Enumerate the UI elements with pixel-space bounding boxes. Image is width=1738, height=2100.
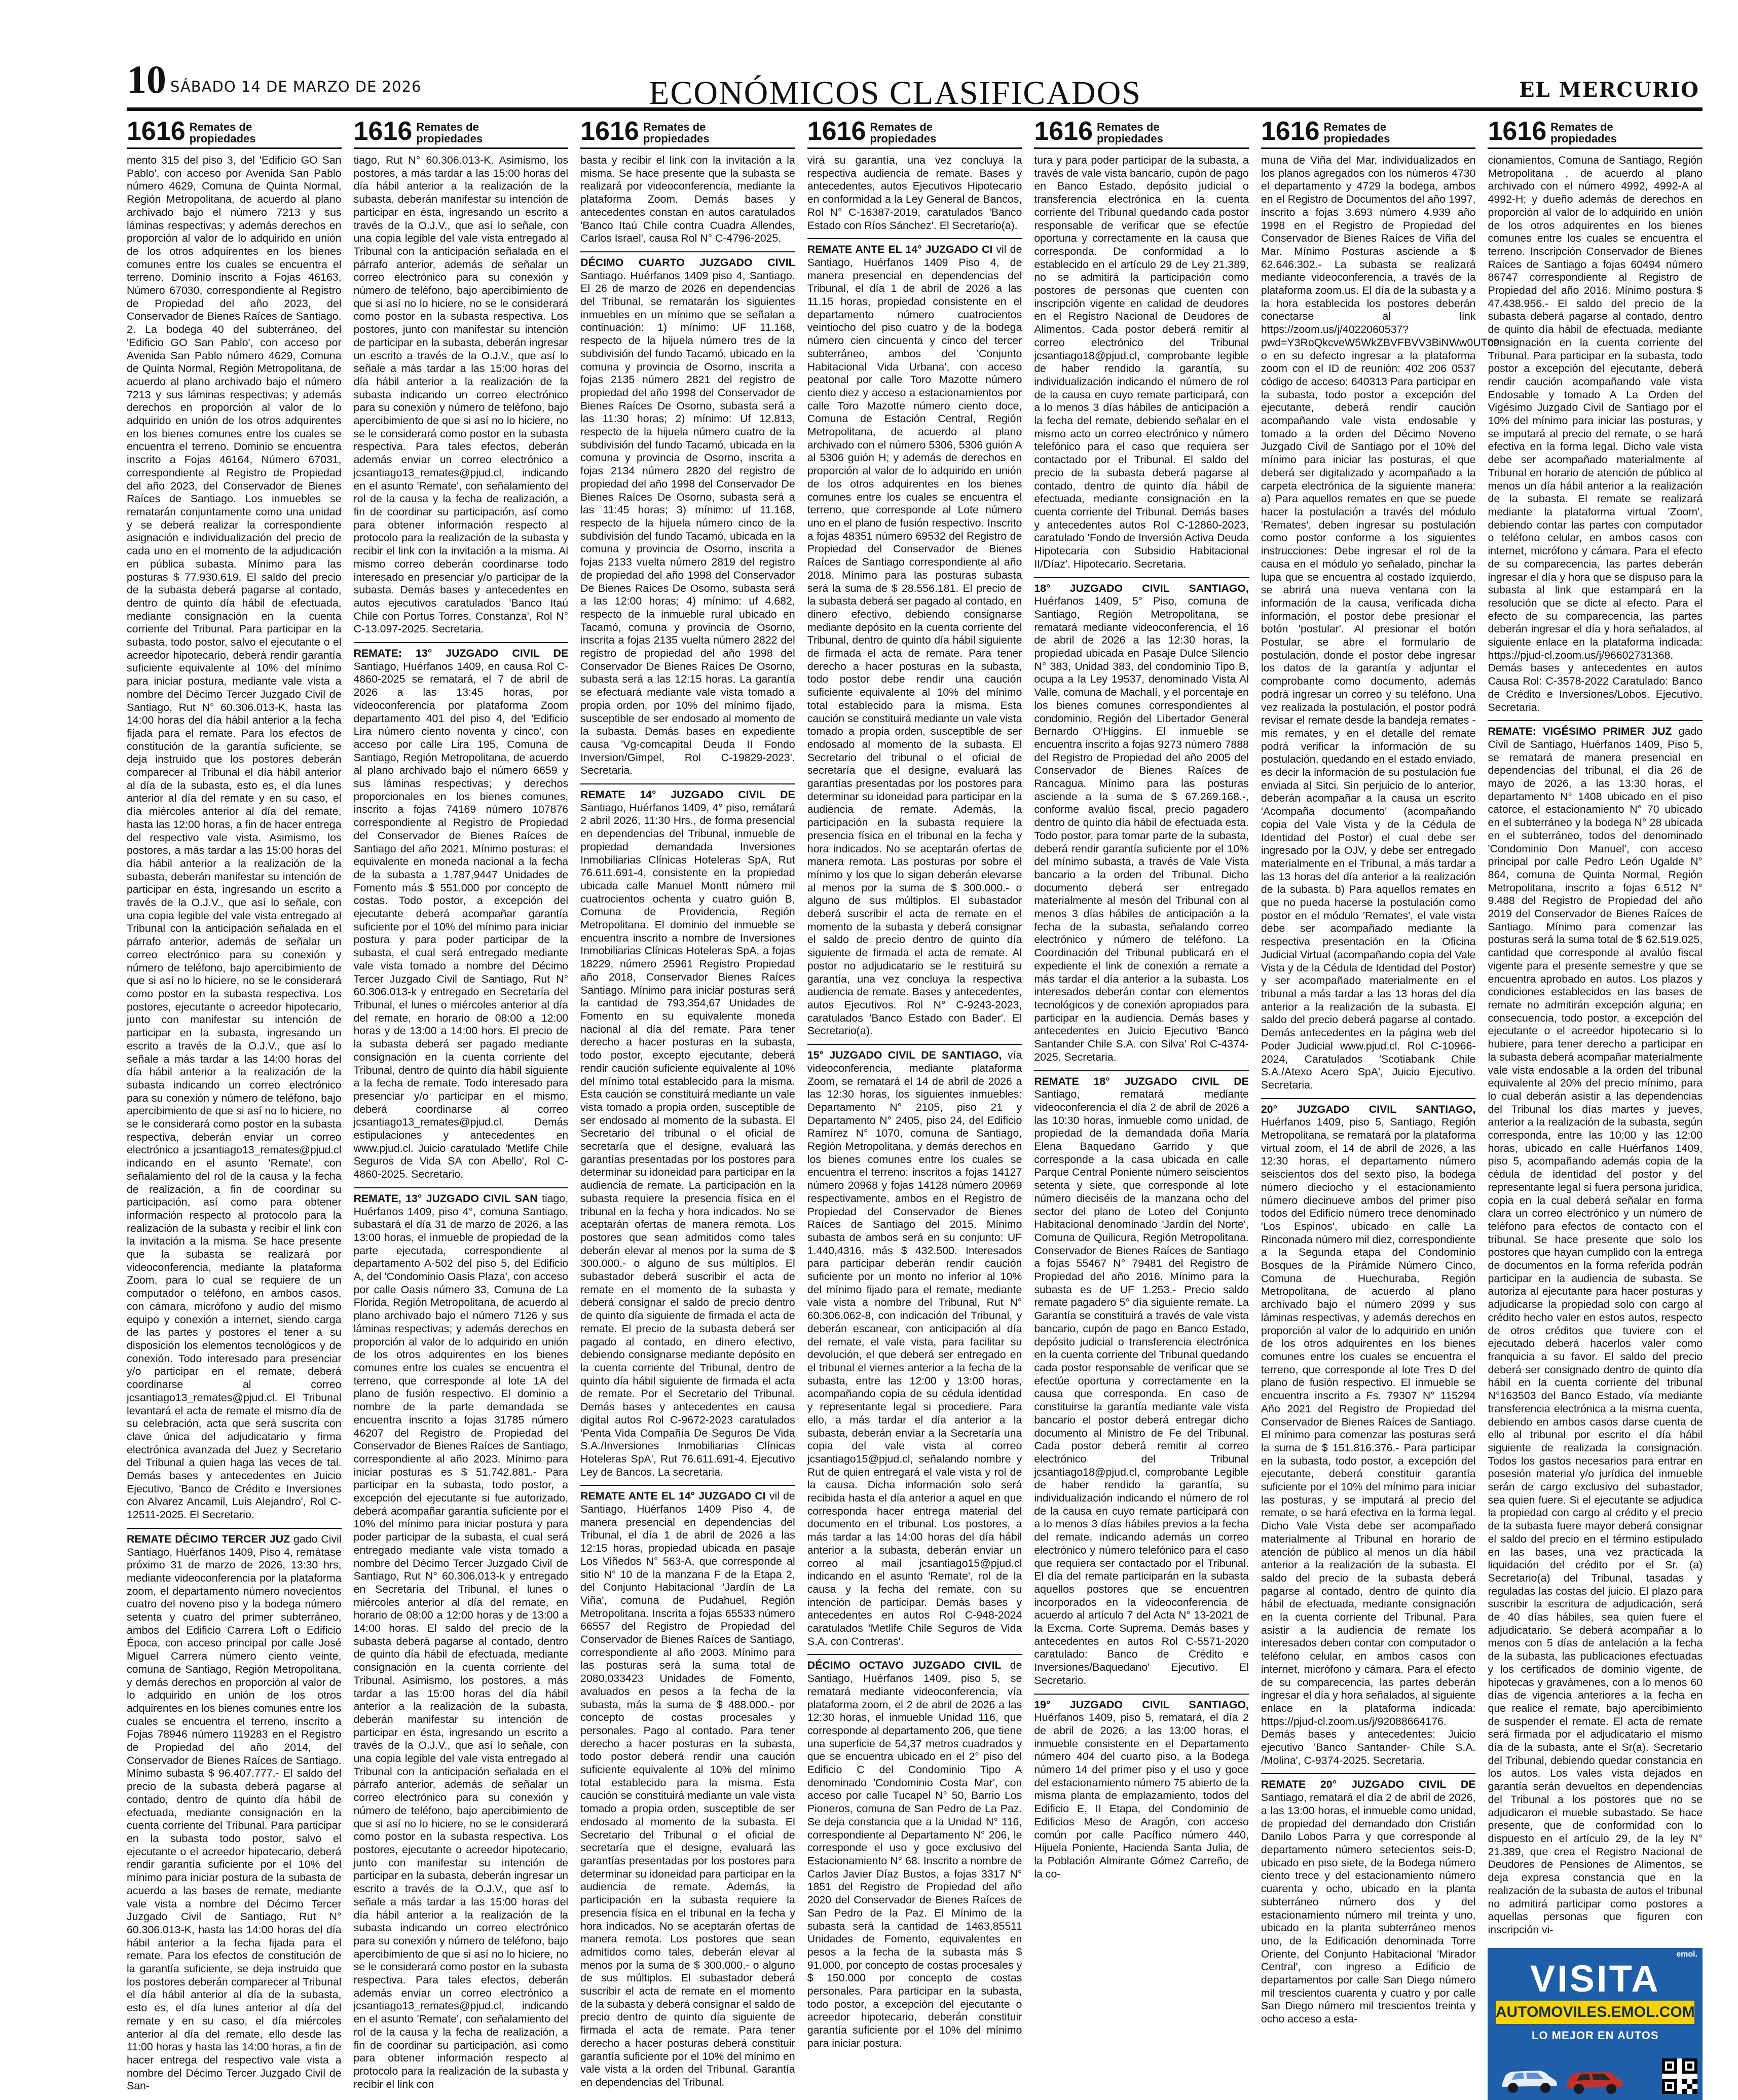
dateline: SÁBADO 14 DE MARZO DE 2026 xyxy=(170,78,422,95)
auction-notice xyxy=(807,1659,1022,2050)
notice-divider xyxy=(1034,577,1249,578)
auction-notice xyxy=(127,1533,342,2093)
emol-logo: emol. xyxy=(1676,1949,1698,1959)
page-number: 10 xyxy=(127,57,166,101)
notice-text: de Santiago, Huérfanos 1409, piso 5, se rematará mediante videoconferencia, vía plataforma zoom, el 2 de abril de 2026 a las 12:30 horas, el inmueble Unidad 116, que corresponde al departamento 206, que tiene una superficie de 54,37 metros cuadrados y que se encuentra ubicado en el 2° piso del Edificio C del Condominio Tipo A denominado 'Condominio Costa Mar', con acceso por calle Tucapel N° 50, Barrio Los Pioneros, comuna de San Pedro de La Paz. Se deja constancia que a la Unidad N° 116, correspondiente al Departamento N° 206, le corresponde el uso y goce exclusivo del Estacionamiento N° 68. Inscrito a nombre de Carlos Javier Díaz Bustos, a fojas 3317 N° 1851 del Registro de Propiedad del año 2020 del Conservador de Bienes Raíces de San Pedro de la Paz. El Mínimo de la subasta será la cantidad de 1463,85511 Unidades de Fomento, equivalentes en pesos a la fecha de la subasta más $ 91.000, por concepto de costas procesales y $ 150.000 por concepto de costas personales. Para participar en la subasta, todo postor, a excepción del ejecutante o acreedor hipotecario, deberán constituir garantía suficiente por el 10% del mínimo para iniciar postura. xyxy=(807,1659,1022,2049)
notice-text: vil de Santiago, Huérfanos 1409 Piso 4, de manera presencial en dependencias del Tribunal, el día 1 de abril de 2026 a las 12:15 horas, propiedad ubicada en pasaje Los Viñedos N° 563-A, que corresponde al sitio N° 10 de la manzana F de la Etapa 2, del Conjunto Habitacional 'Jardín de La Viña', comuna de Pudahuel, Región Metropolitana. Inscrita a fojas 65533 número 66557 del Registro de Propiedad del Conservador de Bienes Raíces de Santiago, correspondiente al año 2003. Mínimo para las posturas será la suma total de 2080,033423 Unidades de Fomento, avaluados en pesos a la fecha de la subasta, más la suma de $ 488.000.- por concepto de costas procesales y personales. Pago al contado. Para tener derecho a hacer posturas en la subasta, todo postor deberá rendir una caución suficiente equivalente al 10% del mínimo total establecido para la misma. Esta caución se constituirá mediante un vale vista tomado a propia orden, susceptible de ser endosado al momento de la subasta. El Secretario del Tribunal o el oficial de secretaría que el designe, evaluará las garantías presentadas por los postores para determinar su idoneidad para participar en la audiencia de remate. Además, la participación en la subasta requiere la presencia física en el tribunal en la fecha y hora indicados. No se aceptarán ofertas de manera remota. Los postores que sean admitidos como tales, deberán elevar al menos por la suma de $ 300.000.- o alguno de sus múltiplos. El subastador deberá suscribir el acta de remate en el momento de la subasta y deberá consignar el saldo de precio dentro de quinto día siguiente de firmada el acta de remate. Para tener derecho a hacer posturas deberá constituir garantía suficiente por el 10% del mínimo en vale vista a la orden del Tribunal. Garantía en dependencias del Tribunal. xyxy=(580,1490,795,2088)
notice-divider xyxy=(807,238,1022,239)
auction-notice xyxy=(1034,154,1249,571)
auction-notice xyxy=(1034,1699,1249,1881)
notice-divider xyxy=(354,1187,569,1188)
notice-text: Santiago, rematará el día 2 de abril de 2026, a las 13:00 horas, el inmueble como unidad, de propiedad del demandado don Cristián Danilo Lobos Parra y que corresponde al departamento número setecientos seis-D, ubicado en piso siete, de la Bodega número ciento trece y del estacionamiento número cuarenta y ocho, ubicado en la planta subterráneo número dos y del estacionamiento número mil treinta y uno, ubicado en la planta subterráneo menos uno, de la Edificación denominada Torre Oriente, del Conjunto Habitacional 'Mirador Central', con ingreso a Edificio de departamentos por calle San Diego número mil trescientos cuarenta y cuatro y por calle San Diego número mil trescientos treinta y ocho acceso a esta- xyxy=(1261,1791,1476,2026)
notice-lead: REMATE: 13° JUZGADO CIVIL DE xyxy=(353,647,569,660)
notice-lead: REMATE: VIGÉSIMO PRIMER JUZ xyxy=(1488,725,1672,738)
notice-lead: REMATE 14° JUZGADO CIVIL DE xyxy=(580,789,795,801)
category-code: 1616 xyxy=(1488,117,1547,146)
classified-column xyxy=(807,117,1022,2070)
notice-divider xyxy=(1261,1098,1476,1099)
category-label: Remates de propiedades xyxy=(1097,120,1163,145)
category-code: 1616 xyxy=(1261,117,1320,146)
notice-text: basta y recibir el link con la invitación a la misma. Se hace presente que la subasta se realizará por videoconferencia, mediante la plataforma Zoom. Demás bases y antecedentes constan en autos caratulados 'Banco Itaú Chile contra Cuadra Allendes, Carlos Israel', causa Rol N° C-4796-2025. xyxy=(580,154,795,245)
ad-headline: VISITA xyxy=(1530,1957,1660,2000)
notice-lead: REMATE, 13° JUZGADO CIVIL SAN xyxy=(353,1192,538,1205)
notice-text: cionamientos, Comuna de Santiago, Región Metropolitana , de acuerdo al plano archivado con el número 4992, 4992-A al 4992-H; y dueño además de derechos en proporción al valor de lo adquirido en unión de los otros adquirentes en los bienes comunes entre los cuales se encuentra el terreno. Inscripción Conservador de Bienes Raíces de Santiago a fojas 60494 número 86747 correspondiente al Registro de Propiedad del año 2016. Mínimo postura $ 47.438.956.- El saldo del precio de la subasta deberá pagarse al contado, dentro de quinto día hábil de efectuada, mediante consignación en la cuenta corriente del Tribunal. Para participar en la subasta, todo postor a excepción del ejecutante, deberá rendir caución acompañando vale vista Endosable y tomado A La Orden del Vigésimo Juzgado Civil de Santiago por el 10% del mínimo para iniciar las posturas, y se imputará al precio del remate, o se hará efectiva en la forma legal. Dicho vale vista debe ser acompañado materialmente al Tribunal en horario de atención de público al menos un día hábil anterior a la realización de la subasta. El remate se realizará mediante la plataforma virtual 'Zoom', debiendo contar las partes con computador o teléfono celular, en ambos casos con internet, micrófono y cámara. Para el efecto de su comparecencia, las partes deberán ingresar el día y hora que se dispuso para la subasta al link que estampará en la resolución que se dicte al efecto. Para el efecto de su comparecencia, las partes deberán ingresar el día y hora señalados, al siguiente enlace en la plataforma indicada: https://pjud-cl.zoom.us/j/96602731368. Demás bases y antecedentes en autos Causa Rol: C-3578-2022 Caratulado: Banco de Crédito e Inversiones/Lobos. Ejecutivo. Secretaria. xyxy=(1488,154,1703,714)
auction-notice xyxy=(580,154,795,245)
auction-notice xyxy=(807,154,1022,232)
category-label: Remates de propiedades xyxy=(870,120,937,145)
category-code: 1616 xyxy=(353,117,413,146)
column-header xyxy=(580,117,795,149)
notice-lead: REMATE 18° JUZGADO CIVIL DE xyxy=(1034,1075,1249,1088)
column-body xyxy=(354,154,569,2097)
column-body xyxy=(127,154,342,2099)
notice-divider xyxy=(1034,1694,1249,1695)
masthead xyxy=(127,0,1703,111)
notice-text: gado Civil Santiago, Huérfanos 1409, Piso 4, remátase próximo 31 de marzo de 2026, 13:30 hrs, mediante videoconferencia por la plataforma zoom, el departamento número novecientos cuatro del noveno piso y la bodega número setenta y cuatro del primer subterráneo, ambos del Edificio Carrera Loft o Edificio Época, con acceso principal por calle José Miguel Carrera número ciento veinte, comuna de Santiago, Región Metropolitana, y demás derechos en proporción al valor de lo adquirido en unión de los otros adquirentes en los bienes comunes entre los cuales se encuentra el terreno, inscrito a Fojas 78946 número 119283 en el Registro de Propiedad del año 2014, del Conservador de Bienes Raíces de Santiago. Mínimo subasta $ 96.407.777.- El saldo del precio de la subasta deberá pagarse al contado, dentro de quinto día hábil de efectuada, mediante consignación en la cuenta corriente del Tribunal. Para participar en la subasta todo postor, salvo el ejecutante o el acreedor hipotecario, deberá rendir garantía suficiente por el 10% del mínimo para iniciar postura de la subasta de acuerdo a las bases de remate, mediante vale vista a nombre del Décimo Tercer Juzgado Civil de Santiago, Rut N° 60.306.013-K, hasta las 14:00 horas del día hábil anterior a la fecha fijada para el remate. Para los efectos de constitución de la garantía suficiente, se deja instruido que los postores deberán comparecer al Tribunal el día hábil anterior al día de la subasta, esto es, el día lunes anterior al día del remate y en su caso, el día miércoles anterior al día del remate, ello desde las 11:00 horas y hasta las 14:00 horas, a fin de hacer entrega del respectivo vale vista a nombre del Décimo Tercer Juzgado Civil de San- xyxy=(127,1532,342,2092)
column-body xyxy=(807,154,1022,2070)
column-body xyxy=(1034,154,1249,2070)
advertisement[interactable] xyxy=(1488,1948,1703,2100)
notice-divider xyxy=(580,783,795,784)
auction-notice xyxy=(580,256,795,777)
notice-lead: 18° JUZGADO CIVIL SANTIAGO, xyxy=(1034,582,1249,594)
notice-lead: REMATE DÉCIMO TERCER JUZ xyxy=(127,1532,290,1545)
classified-column xyxy=(1488,117,1703,2070)
notice-lead: 15° JUZGADO CIVIL DE SANTIAGO, xyxy=(807,1049,1002,1062)
auction-notice xyxy=(1261,1103,1476,1768)
notice-text: Santiago, rematará mediante videoconferencia el día 2 de abril de 2026 a las 10:30 horas, inmueble como unidad, de propiedad de la demandada doña María Elena Baquedano Garrido y que corresponde a la casa ubicada en calle Parque Central Poniente número seiscientos setenta y siete, que corresponde al lote número dieciséis de la manzana ocho del sector del plano de Loteo del Conjunto Habitacional denominado 'Jardín del Norte', Comuna de Quilicura, Región Metropolitana. Conservador de Bienes Raíces de Santiago a fojas 55467 N° 79481 del Registro de Propiedad del año 2016. Mínimo para la subasta es de UF 1.253.- Precio saldo remate pagadero 5° día siguiente remate. La Garantía se constituirá a través de vale vista bancario, cupón de pago en Banco Estado, depósito judicial o transferencia electrónica en la cuenta corriente del Tribunal quedando cada postor responsable de verificar que se efectúe oportuna y correctamente en la causa que corresponda. En caso de constituirse la garantía mediante vale vista bancario el postor deberá entregar dicho documento al Ministro de Fe del Tribunal. Cada postor deberá remitir al correo electrónico del Tribunal jcsantiago18@pjud.cl, comprobante Legible de haber rendido la garantía, su individualización indicando el número de rol de la causa en cuyo remate participará con a lo menos 3 días hábiles previos a la fecha del remate, indicando además un correo electrónico y número telefónico para el caso que requiera ser contactado por el Tribunal. El día del remate participarán en la subasta aquellos postores que se encuentren incorporados en la videoconferencia de acuerdo al artículo 7 del Acta N° 13-2021 de la Excma. Corte Suprema. Demás bases y antecedentes en autos Rol C-5571-2020 caratulado: Banco de Crédito e Inversiones/Baquedano' Ejecutivo. El Secretario. xyxy=(1034,1088,1249,1686)
auction-notice xyxy=(354,1192,569,2091)
auction-notice xyxy=(1034,1075,1249,1688)
column-body xyxy=(580,154,795,2095)
notice-lead: REMATE ANTE EL 14° JUZGADO CI xyxy=(580,1490,766,1503)
notice-divider xyxy=(807,1654,1022,1655)
auction-notice xyxy=(580,789,795,1479)
notice-divider xyxy=(1034,1070,1249,1071)
category-code: 1616 xyxy=(807,117,866,146)
auction-notice xyxy=(1488,725,1703,1936)
notice-divider xyxy=(354,642,569,643)
column-header xyxy=(127,117,342,149)
category-code: 1616 xyxy=(127,117,186,146)
notice-text: Santiago. Huérfanos 1409 piso 4, Santiago. El 26 de marzo de 2026 en dependencias del Tribunal, se rematarán los siguientes inmuebles en un mínimo que se señalan a continuación: 1) mínimo: UF 11.168, respecto de la hijuela número tres de la subdivisión del fundo Tacamó, ubicado en la comuna y provincia de Osorno, inscrita a fojas 2135 número 2821 del registro de propiedad del año 1998 del Conservador de Bienes Raíces De Osorno, subasta será a las 11:30 horas; 2) mínimo: Uf 12.813, respecto de la hijuela número cuatro de la subdivisión del fundo Tacamó, ubicada en la comuna y provincia de Osorno, inscrita a fojas 2134 número 2820 del registro de propiedad del año 1998 del Conservador De Bienes Raíces De Osorno, subasta será a las 11:45 horas; 3) mínimo: uf 11.168, respecto de la hijuela número cinco de la subdivisión del fundo Tacamó, ubicada en la comuna y provincia de Osorno, inscrita a fojas 2133 vuelta número 2819 del registro de propiedad del año 1998 del Conservador De Bienes Raíces De Osorno, subasta será a las 12:00 horas; 4) mínimo: uf 4.682, respecto de la inmueble rural ubicado en Tacamó, comuna y provincia de Osorno, inscrita a fojas 2135 vuelta número 2822 del registro de propiedad del año 1998 del Conservador De Bienes Raíces De Osorno, subasta será a las 12:15 horas. La garantía se efectuará mediante vale vista tomado a propia orden, por 10% del mínimo fijado, susceptible de ser endosado al momento de la subasta. Demás bases en expediente causa 'Vg-comcapital Deuda II Fondo Inversion/Gimpel, Rol C-19829-2023'. Secretaria. xyxy=(580,269,795,777)
category-label: Remates de propiedades xyxy=(1323,120,1390,145)
auction-notice xyxy=(807,243,1022,1038)
category-code: 1616 xyxy=(580,117,639,146)
notice-text: Huérfanos 1409, piso 5, Santiago, Región Metropolitana, se rematará por la plataforma virtual zoom, el 14 de abril de 2026, a las 12:30 horas, el departamento número seiscientos dos del sexto piso, la bodega número dieciocho y el estacionamiento número diecinueve ambos del primer piso todos del Edificio número trece denominado 'Los Espinos', ubicado en calle La Rinconada número mil diez, correspondiente a la Segunda etapa del Condominio Bosques de la Pirámide Número Cinco, Comuna de Huechuraba, Región Metropolitana, de acuerdo al plano archivado bajo el número 2099 y sus láminas respectivas, y además derechos en proporción al valor de lo adquirido en unión de los otros adquirentes en los bienes comunes entre los cuales se encuentra el terreno, que corresponde al lote Tres D del plano de fusión respectivo. El inmueble se encuentra inscrito a Fs. 79307 N° 115294 Año 2021 del Registro de Propiedad del Conservador de Bienes Raíces de Santiago. El mínimo para comenzar las posturas será la suma de $ 151.816.376.- Para participar en la subasta, todo postor, a excepción del ejecutante, deberá constituir garantía suficiente por el 10% del mínimo para iniciar las posturas, y se imputará al precio del remate, o se hará efectiva en la forma legal. Dicho Vale Vista debe ser acompañado materialmente al Tribunal en horario de atención de público al menos un día hábil anterior a la realización de la subasta. El saldo del precio de la subasta deberá pagarse al contado, dentro de quinto día hábil de efectuada, mediante consignación en la cuenta corriente del Tribunal. Para asistir a la audiencia de remate los interesados deben contar con computador o teléfono celular, en ambos casos con internet, micrófono y cámara. Para el efecto de su comparecencia, las partes deberán ingresar el día y hora señalados, al siguiente enlace en la plataforma indicada: https://pjud-cl.zoom.us/j/92088664176. Demás bases y antecedentes: Juicio ejecutivo 'Banco Santander- Chile S.A. /Molina', C-9374-2025. Secretaria. xyxy=(1261,1116,1476,1767)
car-icon xyxy=(1564,2064,1624,2095)
ad-tagline: LO MEJOR EN AUTOS xyxy=(1532,2029,1659,2042)
notice-text: Huérfanos 1409, 5° Piso, comuna de Santiago, Región Metropolitana, se rematará mediante videoconferencia, el 16 de abril de 2026 a las 12:30 horas, la propiedad ubicada en Pasaje Dulce Silencio N° 383, Unidad 383, del condominio Tipo B, ocupa a la Ley 19537, denominado Vista Al Valle, comuna de Machalí, y el porcentaje en los bienes comunes correspondientes al condominio, Región del Libertador General Bernardo O'Higgins. El inmueble se encuentra inscrito a fojas 9273 número 7888 del Registro de Propiedad del año 2005 del Conservador de Bienes Raíces de Rancagua. Mínimo para las posturas asciende a la suma de $ 67.269.168.-, conforme avalúo fiscal, precio pagadero dentro de quinto día hábil de efectuada esta. Todo postor, para tomar parte de la subasta, deberá rendir garantía suficiente por el 10% del mínimo subasta, a través de Vale Vista bancario a la orden del Tribunal. Dicho documento deberá ser entregado materialmente al mesón del Tribunal con al menos 3 días hábiles de anticipación a la fecha de la subasta, señalando correo electrónico y número de teléfono. La Coordinación del Tribunal publicará en el expediente el link de conexión a remate a más tardar el día anterior a la subasta. Los interesados deberán contar con elementos tecnológicos y de conexión apropiados para participar en la audiencia. Demás bases y antecedentes en Juicio Ejecutivo 'Banco Santander Chile S.A. con Silva' Rol C-4374-2025. Secretaria. xyxy=(1034,595,1249,1063)
category-code: 1616 xyxy=(1034,117,1093,146)
auction-notice xyxy=(354,647,569,1181)
column-header xyxy=(807,117,1022,149)
notice-text: gado Civil de Santiago, Huérfanos 1409, Piso 5, se rematará de manera presencial en dependencias del tribunal, el día 26 de mayo de 2026, a las 13:30 horas, el departamento N° 1408 ubicado en el piso catorce, el estacionamiento N° 70 ubicado en el subterráneo y la bodega N° 28 ubicada en el subterráneo, todos del denominado 'Condominio Don Manuel', con acceso principal por calle Pedro León Ugalde N° 864, comuna de Quinta Normal, Región Metropolitana, inscrito a fojas 6.512 N° 9.488 del Registro de Propiedad del año 2019 del Conservador de Bienes Raíces de Santiago. Mínimo para comenzar las posturas será la suma total de $ 62.519.025, cantidad que corresponde al avalúo fiscal vigente para el presente semestre y que se encuentra aprobado en autos. Los plazos y condiciones establecidos en las bases de remate no admitirán excepción alguna; en consecuencia, todo postor, a excepción del ejecutante o el acreedor hipotecario si lo hubiere, para tener derecho a participar en la subasta deberá acompañar materialmente vale vista endosable a la orden del tribunal equivalente al 20% del precio mínimo, para lo cual deberán asistir a las dependencias del Tribunal los días martes y jueves, anterior a la realización de la subasta, según corresponda, entre las 10:00 y las 12:00 horas, ubicado en calle Huérfanos 1409, piso 5, acompañando además copia de la cédula de identidad del postor y del representante legal si fuera persona jurídica, copia en la cual deberá señalar en forma clara un correo electrónico y un número de teléfono para efectos de contacto con el tribunal. Se hace presente que solo los postores que hayan cumplido con la entrega de documentos en la forma referida podrán participar en la audiencia de subasta. Se autoriza al ejecutante para hacer posturas y adjudicarse la propiedad solo con cargo al crédito hecho valer en estos autos, respecto de otros créditos que tuviere con el ejecutado deberá hacerlos valer como franquicia a su favor. El saldo del precio deberá ser consignado dentro de quinto día hábil en la cuenta corriente del tribunal N°163503 del Banco Estado, vía mediante transferencia electrónica a la misma cuenta, debiendo en ambos casos darse cuenta de ello al tribunal por escrito el día hábil siguiente de realizada la consignación. Todos los gastos necesarios para entrar en posesión material y/o jurídica del inmueble serán de cargo exclusivo del subastador, sea quien fuere. Si el ejecutante se adjudica la propiedad con cargo al crédito y el precio de la subasta fuere mayor deberá consignar el saldo del precio en el término estipulado en las bases, una vez practicada la liquidación del crédito por el Sr. (a) Secretario(a) del Tribunal, tasadas y reguladas las costas del juicio. El plazo para suscribir la escritura de adjudicación, será de 40 días hábiles, sea quien fuere el adjudicatario. Se deberá acompañar a lo menos con 5 días de antelación a la fecha de la subasta, las publicaciones efectuadas y los certificados de dominio vigente, de hipotecas y gravámenes, con a lo menos 60 días de vigencia anteriores a la fecha en que realice el remate, bajo apercibimiento de suspender el remate. El acta de remate será firmada por el adjudicatario el mismo día de la subasta, ante el Sr(a). Secretario del Tribunal, debiendo quedar constancia en los autos. Los vales vista dejados en garantía serán devueltos en dependencias del Tribunal a los postores que no se adjudicaron el mueble subastado. Se hace presente, que de conformidad con lo dispuesto en el artículo 29, de la ley N° 21.389, que crea el Registro Nacional de Deudores de Pensiones de Alimentos, se deja expresa constancia que en la realización de la subasta de autos el tribunal no admitirá participar como postores a aquellas personas que figuren con inscripción vi- xyxy=(1488,725,1703,1936)
notice-text: vía videoconferencia, mediante plataforma Zoom, se rematará el 14 de abril de 2026 a las 12:30 horas, los siguientes inmuebles: Departamento N° 2105, piso 21 y Departamento N° 2405, piso 24, del Edificio Ramírez N° 1070, comuna de Santiago, Región Metropolitana, y demás derechos en los bienes comunes entre los cuales se encuentra el terreno; inscritos a fojas 14127 número 20968 y fojas 14128 número 20969 respectivamente, ambos en el Registro de Propiedad del Conservador de Bienes Raíces de Santiago del 2015. Mínimo subasta de ambos será en su conjunto: UF 1.440,4316, más $ 432.500. Interesados para participar deberán rendir caución suficiente por un monto no inferior al 10% del mínimo fijado para el remate, mediante vale vista a nombre del Tribunal, Rut N° 60.306.062-8, con indicación del Tribunal, y deberán escanear, con anticipación al día del remate, el vale vista, para facilitar su devolución, el que deberá ser entregado en el tribunal el viernes anterior a la fecha de la subasta, entre las 12:00 y 13:00 horas, acompañando copia de su cédula identidad y representante legal si procediere. Para ello, a más tardar el día anterior a la subasta, deberán enviar a la Secretaría una copia del vale vista al correo jcsantiago15@pjud.cl, señalando nombre y Rut de quien entregará el vale vista y rol de la causa. Dicha información solo será recibida hasta el día anterior a aquel en que corresponda hacer entrega material del documento en el tribunal. Los postores, a más tardar a las 14:00 horas del día hábil anterior a la subasta, deberán enviar un correo al mail jcsantiago15@pjud.cl indicando en el asunto 'Remate', rol de la causa y la fecha del remate, con su intención de participar. Demás bases y antecedentes en autos Rol C-948-2024 caratulados 'Metlife Chile Seguros de Vida S.A. con Contreras'. xyxy=(807,1049,1022,1647)
notice-text: tiago, Huérfanos 1409, piso 4°, comuna Santiago, subastará el día 31 de marzo de 2026, a las 13:00 horas, el inmueble de propiedad de la parte ejecutada, correspondiente al departamento A-502 del piso 5, del Edificio A, del 'Condominio Oasis Plaza', con acceso por calle Oasis número 33, Comuna de La Florida, Región Metropolitana, de acuerdo al plano archivado bajo el número 7126 y sus láminas respectivas; y además derechos en proporción al valor de lo adquirido en unión de los otros adquirentes en los bienes comunes entre los cuales se encuentra el terreno, que corresponde al lote 1A del plano de fusión respectivo. El dominio a nombre de la parte demandada se encuentra inscrito a fojas 31785 número 46207 del Registro de Propiedad del Conservador de Bienes Raíces de Santiago, correspondiente al año 2023. Mínimo para iniciar posturas es $ 51.742.881.- Para participar en la subasta, todo postor, a excepción del ejecutante si fue autorizado, deberá acompañar garantía suficiente por el 10% del mínimo para iniciar postura y para poder participar de la subasta, el cual será entregado mediante vale vista tomado a nombre del Décimo Tercer Juzgado Civil de Santiago, Rut N° 60.306.013-k y entregado en Secretaría del Tribunal, el lunes o miércoles anterior al día del remate, en horario de 08:00 a 12:00 horas y de 13:00 a 14:00 horas. El saldo del precio de la subasta deberá pagarse al contado, dentro de quinto día hábil de efectuada, mediante consignación en la cuenta corriente del Tribunal. Asimismo, los postores, a más tardar a las 15:00 horas del día hábil anterior a la realización de la subasta, deberán manifestar su intención de participar en ésta, ingresando un escrito a través de la O.J.V., que así lo señale, con una copia legible del vale vista entregado al Tribunal con la anticipación señalada en el párrafo anterior, además de señalar un correo electrónico para su conexión y número de teléfono, bajo apercibimiento de que si así no lo hiciere, no se le considerará como postor en la subasta respectiva. Los postores, ejecutante o acreedor hipotecario, junto con manifestar su intención de participar en la subasta, deberán ingresar un escrito a través de la O.J.V., que así lo señale a más tardar a las 15:00 horas del día hábil anterior a la realización de la subasta indicando un correo electrónico para su conexión y número de teléfono, bajo apercibimiento de que si así no lo hiciere, no se le considerará como postor en la subasta respectiva. Para tales efectos, deberán además enviar un correo electrónico a jcsantiago13_remates@pjud.cl, indicando en el asunto 'Remate', con señalamiento del rol de la causa y la fecha de realización, a fin de coordinar su participación, así como para obtener información respecto al protocolo para la realización de la subasta y recibir el link con xyxy=(353,1192,569,2090)
notice-lead: 20° JUZGADO CIVIL SANTIAGO, xyxy=(1261,1103,1476,1115)
notice-lead: REMATE 20° JUZGADO CIVIL DE xyxy=(1261,1778,1476,1791)
auction-notice xyxy=(354,154,569,636)
classified-column xyxy=(580,117,795,2088)
column-header xyxy=(353,117,569,149)
auction-notice xyxy=(1261,154,1500,1092)
auction-notice xyxy=(1034,582,1249,1064)
notice-divider xyxy=(807,1044,1022,1045)
category-label: Remates de propiedades xyxy=(416,120,483,145)
notice-divider xyxy=(580,251,795,252)
brand-logo: EL MERCURIO xyxy=(1519,78,1699,102)
auction-notice xyxy=(1261,1778,1476,2026)
notice-text: muna de Viña del Mar, individualizados en los planos agregados con los números 4730 el departamento y 4729 la bodega, ambos en el Registro de Documentos del año 1997, inscrito a fojas 3.693 número 4.939 año 1998 en el Registro de Propiedad del Conservador de Bienes Raíces de Viña del Mar. Mínimo Posturas asciende a $ 62.646.302.- La subasta se realizará mediante videoconferencia, a través de la plataforma zoom.us. El día de la subasta y a la hora establecida los postores deberán conectarse al link https://zoom.us/j/4022060537?pwd=Y3RoQkcveW5WkZBVFBVV3BiNWw0UT09 o en su defecto ingresar a la plataforma zoom con el ID de reunión: 402 206 0537 código de acceso: 640313 Para participar en la subasta, todo postor a excepción del ejecutante, deberá rendir caución acompañando vale vista endosable y tomado a la orden del Décimo Noveno Juzgado Civil de Santiago por el 10% del mínimo para iniciar las posturas, el que deberá ser digitalizado y acompañado a la carpeta electrónica de la siguiente manera: a) Para aquellos remates en que se puede hacer la postulación a través del módulo 'Remates', deben ingresar su postulación como postor conforme a los siguientes instrucciones: Debe ingresar el rol de la causa en el módulo yo señalado, pinchar la lupa que se encuentra al costado izquierdo, se abrirá una nueva ventana con la información de la causa, verificada dicha información, el postor debe presionar el botón 'postular'. Al presionar el botón Postular, se abre el formulario de postulación, donde el postor debe ingresar los datos de la garantía y adjuntar el comprobante como documento, además podrá ingresar un correo y su teléfono. Una vez realizada la postulación, el postor podrá revisar el remate desde la bandeja remates - mis remates, y en el detalle del remate podrá verificar la información de su postulación, quedando en el estado enviado, es decir la información de su postulación fue enviada al Sitci. Sin perjuicio de lo anterior, deberán acompañar a la causa un escrito 'Acompaña documento' (acompañando copia del Vale Vista y de la Cédula de Identidad del Postor) el cual debe ser ingresado por la OJV, y debe ser entregado materialmente en el Tribunal, a más tardar a las 13 horas del día anterior a la realización de la subasta. b) Para aquellos remates en que no pueda hacerse la postulación como postor en el módulo 'Remates', el vale vista debe ser acompañado mediante la respectiva presentación en la Oficina Judicial Virtual (acompañando copia del Vale Vista y de la Cédula de Identidad del Postor) y ser acompañado materialmente en el tribunal a más tardar a las 13 horas del día anterior a la realización de la subasta. El saldo del precio deberá pagarse al contado. Demás antecedentes en la página web del Poder Judicial www.pjud.cl. Rol C-10966-2024, Caratulados 'Scotiabank Chile S.A./Atexo Acero SpA', Juicio Ejecutivo. Secretaria. xyxy=(1261,154,1500,1091)
notice-divider xyxy=(580,1485,795,1486)
category-label: Remates de propiedades xyxy=(1550,120,1617,145)
car-icon xyxy=(1498,2064,1559,2095)
category-label: Remates de propiedades xyxy=(189,120,256,145)
notice-text: Huérfanos 1409, piso 5, rematará, el día 2 de abril de 2026, a las 13:00 horas, el inmueble consistente en el Departamento número 404 del cuarto piso, a la Bodega número 14 del primer piso y el uso y goce del estacionamiento número 75 abierto de la misma planta de emplazamiento, todos del Edificio E, II Etapa, del Condominio de Edificios Meso de Aragón, con acceso común por calle Pacífico número 440, Hijuela Poniente, Hacienda Santa Julia, de la Población Almirante Gómez Carreño, de la co- xyxy=(1034,1711,1249,1880)
column-header xyxy=(1261,117,1476,149)
classified-column xyxy=(1261,117,1500,2070)
notice-divider xyxy=(1488,720,1703,721)
notice-text: vil de Santiago, Huérfanos 1409 Piso 4, de manera presencial en dependencias del Tribunal, el día 1 de abril de 2026 a las 11.15 horas, propiedad consistente en el departamento número cuatrocientos veintiocho del piso cuatro y de la bodega número cien cincuenta y cinco del tercer subterráneo, ambos del 'Conjunto Habitacional Vida Urbana', con acceso peatonal por calle Toro Mazotte número ciento diez y acceso a estacionamientos por calle Toro Mazotte número ciento doce, Comuna de Estación Central, Región Metropolitana, de acuerdo al plano archivado con el número 5306, 5306 guión A al 5306 guión H; y además de derechos en proporción al valor de lo adquirido en unión de los otros adquirentes en los bienes comunes entre los cuales se encuentra el terreno, que corresponde al Lote número uno en el plano de fusión respectivo. Inscrito a fojas 48351 número 69532 del Registro de Propiedad del Conservador de Bienes Raíces de Santiago correspondiente al año 2018. Mínimo para las posturas subasta será la suma de $ 28.556.181. El precio de la subasta deberá ser pagado al contado, en dinero efectivo, debiendo consignarse mediante depósito en la cuenta corriente del Tribunal, dentro de quinto día hábil siguiente de firmada el acta de remate. Para tener derecho a hacer posturas en la subasta, todo postor debe rendir una caución suficiente equivalente al 10% del mínimo total establecido para la misma. Esta caución se constituirá mediante un vale vista tomado a propia orden, susceptible de ser endosado al momento de la subasta. El Secretario del tribunal o el oficial de secretaría que el designe, evaluará las garantías presentadas por los postores para determinar su idoneidad para participar en la audiencia de remate. Además, la participación en la subasta requiere la presencia física en el tribunal en la fecha y hora indicados. No se aceptarán ofertas de manera remota. Las posturas por sobre el mínimo y los que lo sigan deberán elevarse al menos por la suma de $ 300.000.- o alguno de sus múltiplos. El subastador deberá suscribir el acta de remate en el momento de la subasta y deberá consignar el saldo de precio dentro de quinto día siguiente de firmada el acta de remate. Al postor no adjudicatario se le restituirá su garantía, una vez concluya la respectiva audiencia de remate. Bases y antecedentes, autos Ejecutivos. Rol N° C-9243-2023, caratulados 'Banco Estado con Bader'. El Secretario(a). xyxy=(807,243,1022,1037)
notice-lead: DÉCIMO CUARTO JUZGADO CIVIL xyxy=(580,256,795,269)
category-label: Remates de propiedades xyxy=(643,120,710,145)
notice-text: Santiago, Huérfanos 1409, 4° piso, remátará 2 abril 2026, 11:30 Hrs., de forma presencial en dependencias del Tribunal, inmueble de propiedad demandada Inversiones Inmobiliarias Clínicas Hoteleras SpA, Rut 76.611.691-4, consistente en la propiedad ubicada calle Manuel Montt número mil cuatrocientos ochenta y cuatro guión B, Comuna de Providencia, Región Metropolitana. El dominio del inmueble se encuentra inscrito a nombre de Inversiones Inmobiliarias Clínicas Hoteleras SpA, a fojas 18229, número 25961 Registro Propiedad año 2018, Conservador Bienes Raíces Santiago. Mínimo para iniciar posturas será la cantidad de 793.354,67 Unidades de Fomento en su equivalente moneda nacional al día del remate. Para tener derecho a hacer posturas en la subasta, todo postor, excepto ejecutante, deberá rendir caución suficiente equivalente al 10% del mínimo total establecido para la misma. Esta caución se constituirá mediante un vale vista tomado a propia orden, susceptible de ser endosado al momento de la subasta. El Secretario del tribunal o el oficial de secretaría que el designe, evaluará las garantías presentadas por los postores para determinar su idoneidad para participar en la audiencia de remate. La participación en la subasta requiere la presencia física en el tribunal en la fecha y hora indicados. No se aceptarán ofertas de manera remota. Los postores que sean admitidos como tales deberán elevar al menos por la suma de $ 300.000.- o alguno de sus múltiplos. El subastador deberá suscribir el acta de remate en el momento de la subasta y deberá consignar el saldo de precio dentro de quinto día siguiente de firmada el acta de remate. El precio de la subasta deberá ser pagado al contado, en dinero efectivo, debiendo consignarse mediante depósito en la cuenta corriente del Tribunal, dentro de quinto día hábil siguiente de firmada el acta de remate. Por el Secretario del Tribunal. Demás bases y antecedentes en causa digital autos Rol C-9672-2023 caratulados 'Penta Vida Compañía De Seguros De Vida S.A./Inversiones Inmobiliarias Clínicas Hoteleras SpA', Rut 76.611.691-4. Ejecutivo Ley de Bancos. La secretaria. xyxy=(580,801,795,1478)
column-body xyxy=(1261,154,1500,2070)
classified-columns xyxy=(127,117,1703,2092)
column-header xyxy=(1034,117,1249,149)
notice-divider xyxy=(127,1528,342,1529)
ad-url[interactable]: AUTOMOVILES.EMOL.COM xyxy=(1496,2001,1694,2024)
notice-divider xyxy=(1261,1773,1476,1774)
auction-notice xyxy=(580,1490,795,2089)
section-title: ECONÓMICOS CLASIFICADOS xyxy=(649,74,1141,111)
classified-column xyxy=(1034,117,1249,2070)
notice-text: tura y para poder participar de la subasta, a través de vale vista bancario, cupón de pago en Banco Estado, depósito judicial o transferencia electrónica en la cuenta corriente del Tribunal quedando cada postor responsable de verificar que se efectúe oportuna y correctamente en la causa que corresponda. De conformidad a lo establecido en el artículo 29 de Ley 21.389, no se admitirá la participación como postores de personas que cuenten con inscripción vigente en calidad de deudores en el Registro Nacional de Deudores de Alimentos. Cada postor deberá remitir al correo electrónico del Tribunal jcsantiago18@pjud.cl, comprobante legible de haber rendido la garantía, su individualización indicando el número de rol de la causa en cuyo remate participará, con a lo menos 3 días hábiles de anticipación a la fecha del remate, debiendo señalar en el mismo acto un correo electrónico y número telefónico para el caso que requiera ser contactado por el Tribunal. El saldo del precio de la subasta deberá pagarse al contado, dentro de quinto día hábil de efectuada, mediante consignación en la cuenta corriente del Tribunal. Demás bases y antecedentes autos Rol C-12860-2023, caratulado 'Fondo de Inversión Activa Deuda Hipotecaria con Subsidio Habitacional II/Díaz'. Hipotecario. Secretaria. xyxy=(1034,154,1249,570)
notice-text: Santiago, Huérfanos 1409, en causa Rol C-4860-2025 se rematará, el 7 de abril de 2026 a las 13:45 horas, por videoconferencia por plataforma Zoom departamento 401 del piso 4, del 'Edificio Lira número ciento noventa y cinco', con acceso por calle Lira 195, Comuna de Santiago, Región Metropolitana, de acuerdo al plano archivado bajo el número 6659 y sus láminas respectivas; y derechos proporcionales en los bienes comunes, inscrito a fojas 74169 número 107876 correspondiente al Registro de Propiedad del Conservador de Bienes Raíces de Santiago del año 2021. Mínimo posturas: el equivalente en moneda nacional a la fecha de la subasta a 1.787,9447 Unidades de Fomento más $ 551.000 por concepto de costas. Todo postor, a excepción del ejecutante deberá acompañar garantía suficiente por el 10% del mínimo para iniciar postura y para poder participar de la subasta, el cual será entregado mediante vale vista tomado a nombre del Décimo Tercer Juzgado Civil de Santiago, Rut N° 60.306.013-k y entregado en Secretaría del Tribunal, el lunes o miércoles anterior al día del remate, en horario de 08:00 a 12:00 horas y de 13:00 a 14:00 hors. El precio de la subasta deberá ser pagado mediante consignación en la cuenta corriente del Tribunal, dentro de quinto día hábil siguiente a la fecha de remate. Todo interesado para presenciar y/o participar en el mismo, deberá coordinarse al correo jcsantiago13_remates@pjud.cl. Demás estipulaciones y antecedentes en www.pjud.cl. Juicio caratulado 'Metlife Chile Seguros de Vida SA con Abello', Rol C-4860-2025. Secretario. xyxy=(353,660,569,1181)
auction-notice xyxy=(127,154,342,1522)
qr-code-icon xyxy=(1662,2058,1697,2094)
notice-lead: 19° JUZGADO CIVIL SANTIAGO, xyxy=(1034,1698,1249,1711)
classified-column xyxy=(127,117,342,2092)
notice-text: mento 315 del piso 3, del 'Edificio GO San Pablo', con acceso por Avenida San Pablo número 4629, Comuna de Quinta Normal, Región Metropolitana, de acuerdo al plano archivado bajo el número 7213 y sus láminas respectivas; y además derechos en proporción al valor de lo adquirido en unión de los otros adquirentes en los bienes comunes entre los cuales se encuentra el terreno. Dominio inscrito a Fojas 46163, Número 67030, correspondiente al Registro de Propiedad del año 2023, del Conservador de Bienes Raíces de Santiago. 2. La bodega 40 del subterráneo, del 'Edificio GO San Pablo', con acceso por Avenida San Pablo número 4629, Comuna de Quinta Normal, Región Metropolitana, de acuerdo al plano archivado bajo el número 7213 y sus láminas respectivas; y además derechos en proporción al valor de lo adquirido en unión de los otros adquirentes en los bienes comunes entre los cuales se encuentra el terreno. Dominio se encuentra inscrito a Fojas 46164, Número 67031, correspondiente al Registro de Propiedad del año 2023, del Conservador de Bienes Raíces de Santiago. Los inmuebles se rematarán conjuntamente como una unidad y se deberá realizar la correspondiente asignación e individualización del precio de cada uno en el momento de la adjudicación en pública subasta. Mínimo para las posturas $ 77.930.619. El saldo del precio de la subasta deberá pagarse al contado, dentro de quinto día hábil de efectuada, mediante consignación en la cuenta corriente del Tribunal. Para participar en la subasta, todo postor, salvo el ejecutante o el acreedor hipotecario, deberá rendir garantía suficiente equivalente al 10% del mínimo para iniciar postura, mediante vale vista a nombre del Décimo Tercer Juzgado Civil de Santiago, Rut N° 60.306.013-K, hasta las 14:00 horas del día hábil anterior a la fecha fijada para el remate. Para los efectos de constitución de la garantía suficiente, se deja instruido que los postores deberán comparecer al Tribunal el día hábil anterior al día de la subasta, esto es, el día lunes anterior al día del remate y en su caso, el día miércoles anterior al día del remate, hasta las 12:00 horas, a fin de hacer entrega del respectivo vale vista. Asimismo, los postores, a más tardar a las 15:00 horas del día hábil anterior a la realización de la subasta, deberán manifestar su intención de participar en ésta, ingresando un escrito a través de la O.J.V., que así lo señale, con una copia legible del vale vista entregado al Tribunal con la anticipación señalada en el párrafo anterior, además de señalar un correo electrónico para su conexión y número de teléfono, bajo apercibimiento de que si así no lo hiciere, no se le considerará como postor en la subasta respectiva. Los postores, ejecutante o acreedor hipotecario, junto con manifestar su intención de participar en la subasta, ingresando un escrito a través de la O.J.V., que así lo señale a más tardar a las 14:00 horas del día hábil anterior a la realización de la subasta indicando un correo electrónico para su conexión y número de teléfono, bajo apercibimiento de que si así no lo hiciere, no se le considerará como postor en la subasta respectiva, deberán enviar un correo electrónico a jcsantiago13_remates@pjud.cl indicando en el asunto 'Remate', con señalamiento del rol de la causa y la fecha de realización, a fin de coordinar su participación, así como para obtener información respecto al protocolo para la realización de la subasta y recibir el link con la invitación a la misma. Se hace presente que la subasta se realizará por videoconferencia, mediante la plataforma Zoom, para lo cual se requiere de un computador o teléfono, en ambos casos, con cámara, micrófono y audio del mismo equipo y conexión a internet, siendo carga de las partes y postores el tener a su disposición los elementos tecnológicos y de conexión. Todo interesado para presenciar y/o participar en el remate, deberá coordinarse al correo jcsantiago13_remates@pjud.cl. El Tribunal levantará el acta de remate el mismo día de su celebración, acta que será suscrita con clave única del adjudicatario y firma electrónica avanzada del Juez y Secretario del Tribunal a quien haga las veces de tal. Demás bases y antecedentes en Juicio Ejecutivo, 'Banco de Crédito e Inversiones con Alvarez Ancamil, Luis Alejandro', Rol C-12511-2025. El Secretario. xyxy=(127,154,342,1521)
notice-text: tiago, Rut N° 60.306.013-K. Asimismo, los postores, a más tardar a las 15:00 horas del día hábil anterior a la realización de la subasta, deberán manifestar su intención de participar en ésta, ingresando un escrito a través de la O.J.V., que así lo señale, con una copia legible del vale vista entregado al Tribunal con la anticipación señalada en el párrafo anterior, además de señalar un correo electrónico para su conexión y número de teléfono, bajo apercibimiento de que si así no lo hiciere, no se le considerará como postor en la subasta respectiva. Los postores, junto con manifestar su intención de participar en la subasta, deberán ingresar un escrito a través de la O.J.V., que así lo señale a más tardar a las 15:00 horas del día hábil anterior a la realización de la subasta indicando un correo electrónico para su conexión y número de teléfono, bajo apercibimiento de que si así no lo hiciere, no se le considerará como postor en la subasta respectiva. Para tales efectos, deberán además enviar un correo electrónico a jcsantiago13_remates@pjud.cl, indicando en el asunto 'Remate', con señalamiento del rol de la causa y la fecha de realización, a fin de coordinar su participación, así como para obtener información respecto al protocolo para la realización de la subasta y recibir el link con la invitación a la misma. Al mismo correo deberán coordinarse todo interesado en presenciar y/o participar de la subasta. Demás bases y antecedentes en autos ejecutivos caratulados 'Banco Itaú Chile con Portus Torres, Constanza', Rol N° C-13.097-2025. Secretaria. xyxy=(353,154,569,635)
classified-column xyxy=(353,117,569,2090)
notice-lead: REMATE ANTE EL 14° JUZGADO CI xyxy=(807,243,993,256)
auction-notice xyxy=(807,1049,1022,1648)
notice-text: virá su garantía, una vez concluya la respectiva audiencia de remate. Bases y antecedentes, autos Ejecutivos Hipotecario en conformidad a la Ley General de Bancos, Rol N° C-16387-2019, caratulados 'Banco Estado con Ríos Sánchez'. El Secretario(a). xyxy=(807,154,1022,232)
notice-lead: DÉCIMO OCTAVO JUZGADO CIVIL xyxy=(807,1659,1002,1672)
column-header xyxy=(1488,117,1703,149)
auction-notice xyxy=(1488,154,1703,714)
column-body xyxy=(1488,154,1703,1943)
